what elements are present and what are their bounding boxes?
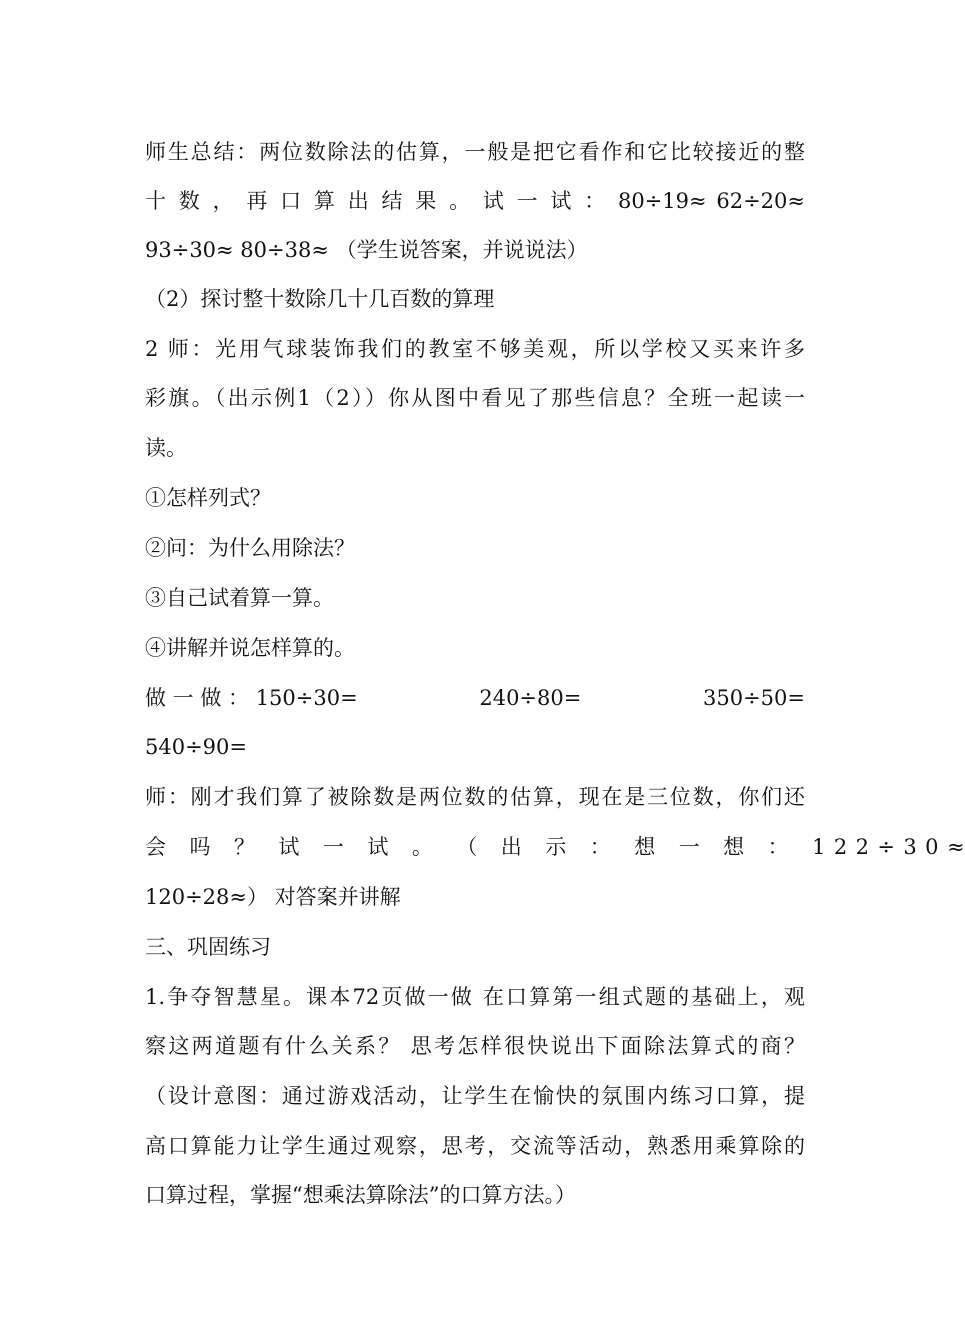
list-item: ①怎样列式？ [145,486,271,510]
paragraph-line: 师：刚才我们算了被除数是两位数的估算，现在是三位数，你们还 [145,785,805,809]
text-segment: 会 吗 ？ 试 一 试 。 （ 出 示 ： 想 一 想 ： 122÷30 [145,835,947,859]
paragraph-line: 彩旗。（出示例1（2））你从图中看见了那些信息？全班一起读一 [145,386,805,410]
list-item: ②问：为什么用除法？ [145,536,355,560]
paragraph-line: 2 师：光用气球装饰我们的教室不够美观，所以学校又买来许多 [145,337,805,361]
paragraph-line: 120÷28≈） 对答案并讲解 [145,885,401,909]
section-heading: （2）探讨整十数除几十几百数的算理 [145,287,495,311]
paragraph-line [145,827,965,867]
list-item: ④讲解并说怎样算的。 [145,636,355,660]
paragraph-line: 察这两道题有什么关系？ 思考怎样很快说出下面除法算式的商？ [145,1034,805,1058]
paragraph-line: 高口算能力让学生通过观察，思考，交流等活动，熟悉用乘算除的 [145,1134,805,1158]
paragraph-line: 师生总结：两位数除法的估算，一般是把它看作和它比较接近的整 [145,140,805,164]
section-heading: 三、巩固练习 [145,935,271,959]
paragraph-line: 十 数 ， 再 口 算 出 结 果 。 试 一 试 ： 80÷19≈ 62÷20≈ [145,189,805,213]
exercise-item: 240÷80= [479,686,582,710]
paragraph-line: 读。 [145,436,187,460]
paragraph-line: （设计意图：通过游戏活动，让学生在愉快的氛围内练习口算，提 [145,1084,805,1108]
exercise-line [145,678,805,718]
exercise-item: 做 一 做 ： 150÷30= [145,686,358,710]
exercise-item: 350÷50= [702,686,805,710]
text-segment: ≈ [946,835,965,859]
paragraph-line: 1.争夺智慧星。课本72页做一做 在口算第一组式题的基础上，观 [145,985,805,1009]
paragraph-line: 93÷30≈ 80÷38≈ （学生说答案，并说说法） [145,238,588,262]
paragraph-line: 口算过程，掌握“想乘法算除法”的口算方法。） [145,1183,576,1207]
exercise-line: 540÷90= [145,735,247,759]
list-item: ③自己试着算一算。 [145,586,334,610]
